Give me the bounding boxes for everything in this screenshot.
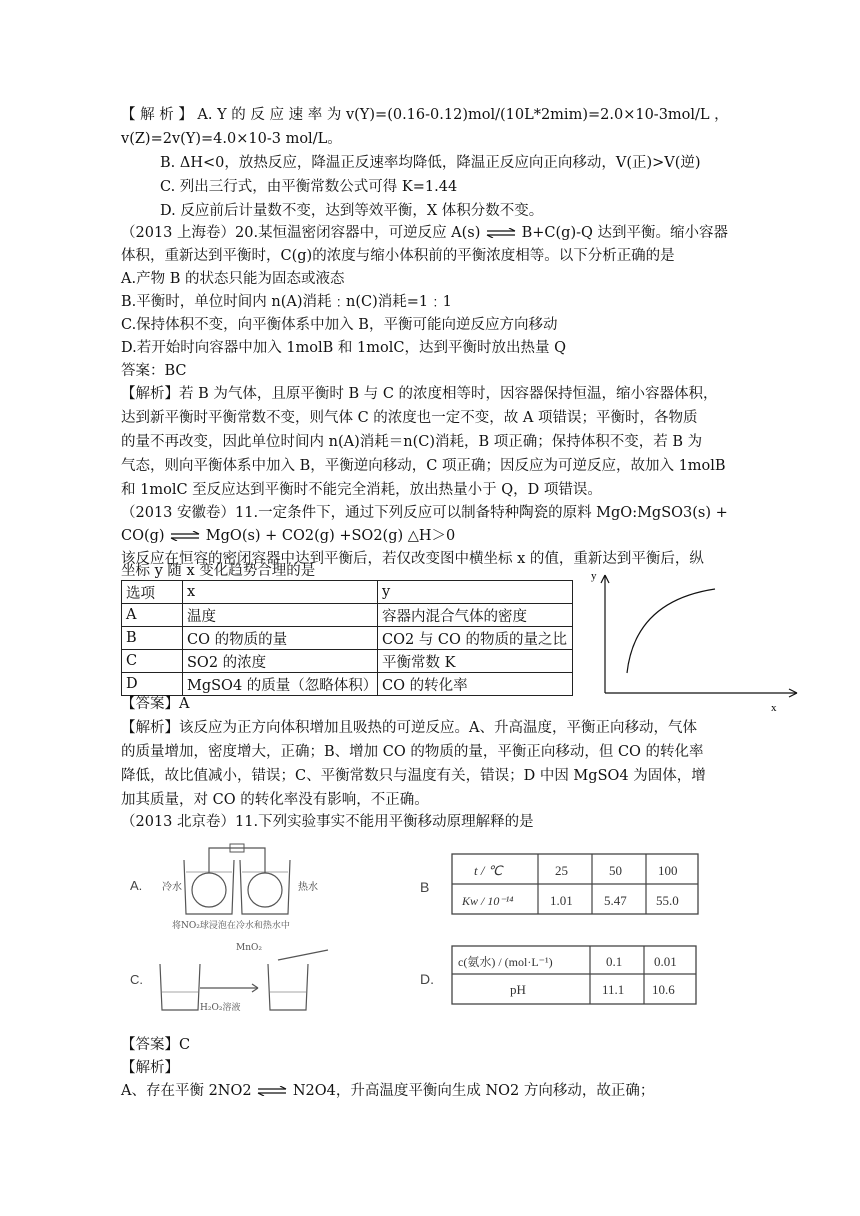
answer: 【答案】C	[121, 1037, 191, 1053]
explanation-c: C. 列出三行式，由平衡常数公式可得 K=1.44	[160, 179, 458, 195]
question-11-stem: （2013 安徽卷）11.一定条件下，通过下列反应可以制备特种陶瓷的原料 MgO:MgSO3(s) +	[121, 505, 728, 521]
stem-text: CO(g)	[121, 528, 165, 544]
reversible-arrow-icon	[256, 1086, 288, 1096]
table-cell: 容器内混合气体的密度	[378, 604, 573, 627]
explanation-line: 的量不再改变，因此单位时间内 n(A)消耗＝n(C)消耗，B 项正确；保持体积不变，若 B 为	[121, 434, 703, 450]
hot-water-label: 热水	[298, 882, 318, 893]
answer: 答案：BC	[121, 363, 187, 379]
h2o2-label: H₂O₂溶液	[200, 1003, 241, 1013]
table-cell: MgSO4 的质量（忽略体积）	[183, 673, 378, 696]
explanation-line: 达到新平衡时平衡常数不变，则气体 C 的浓度也一定不变，故 A 项错误；平衡时，各物质	[121, 410, 698, 426]
table-cell: 55.0	[656, 893, 679, 908]
question-11-stem: 坐标 y 随 x 变化趋势合理的是	[121, 563, 316, 579]
table-cell: 10.6	[652, 982, 675, 997]
explanation-line: 和 1molC 至反应达到平衡时不能完全消耗，放出热量小于 Q，D 项错误。	[121, 482, 602, 498]
option-b: B.平衡时，单位时间内 n(A)消耗﹕n(C)消耗=1﹕1	[121, 294, 452, 310]
explanation-line	[121, 1080, 654, 1102]
figure-caption: 将NO₂球浸泡在冷水和热水中	[172, 921, 290, 930]
table-cell: 100	[658, 863, 678, 878]
table-cell: 平衡常数 K	[378, 650, 573, 673]
table-row	[122, 581, 573, 604]
question-11-stem: 该反应在恒容的密闭容器中达到平衡后，若仅改变图中横坐标 x 的值，重新达到平衡后，纵	[121, 551, 704, 567]
explanation-text: A、存在平衡 2NO2	[121, 1083, 252, 1099]
table-cell: 0.1	[606, 954, 623, 969]
table-cell: CO2 与 CO 的物质的量之比	[378, 627, 573, 650]
trend-graph	[585, 565, 805, 715]
question-20-stem	[121, 222, 728, 244]
table-row	[122, 604, 573, 627]
option-c: C.保持体积不变，向平衡体系中加入 B，平衡可能向逆反应方向移动	[121, 317, 558, 333]
stem-text: （2013 上海卷）20.某恒温密闭容器中，可逆反应 A(s)	[121, 225, 481, 241]
stem-text: MgO(s) + CO2(g) +SO2(g) △H＞0	[205, 528, 456, 544]
explanation-line: v(Z)=2v(Y)=4.0×10-3 mol/L。	[121, 131, 342, 147]
table-cell: A	[122, 604, 183, 627]
explanation-line: 加其质量，对 CO 的转化率没有影响，不正确。	[121, 792, 429, 808]
table-cell: CO 的物质的量	[183, 627, 378, 650]
table-cell: 11.1	[602, 982, 625, 997]
graph-y-label: y	[591, 570, 597, 582]
table-cell: pH	[510, 982, 526, 997]
explanation-d: D. 反应前后计量数不变，达到等效平衡，X 体积分数不变。	[160, 203, 544, 219]
reversible-arrow-icon	[169, 531, 201, 541]
option-a: A.产物 B 的状态只能为固态或液态	[121, 271, 345, 287]
table-cell: Kw / 10⁻¹⁴	[462, 894, 514, 908]
table-cell: 5.47	[604, 893, 627, 908]
table-row	[122, 650, 573, 673]
figure-label: A.	[130, 878, 143, 893]
table-cell: B	[122, 627, 183, 650]
table-cell: x	[183, 581, 378, 604]
table-cell: 0.01	[654, 954, 677, 969]
explanation-line: 【解析】该反应为正方向体积增加且吸热的可逆反应。A、升高温度，平衡正向移动，气体	[121, 720, 697, 736]
question-11-beijing-stem: （2013 北京卷）11.下列实验事实不能用平衡移动原理解释的是	[121, 814, 534, 830]
explanation-line: 降低，故比值减小，错误；C、平衡常数只与温度有关，错误；D 中因 MgSO4 为固体，增	[121, 768, 706, 784]
figure-label: B	[420, 879, 430, 895]
stem-text: B+C(g)-Q 达到平衡。缩小容器	[521, 225, 729, 241]
table-cell: 温度	[183, 604, 378, 627]
reversible-arrow-icon	[485, 228, 517, 238]
option-d: D.若开始时向容器中加入 1molB 和 1molC，达到平衡时放出热量 Q	[121, 340, 566, 356]
question-20-stem: 体积，重新达到平衡时，C(g)的浓度与缩小体积前的平衡浓度相等。以下分析正确的是	[121, 248, 675, 264]
table-cell: t / ℃	[474, 863, 503, 878]
graph-x-label: x	[771, 702, 777, 714]
trend-curve	[627, 589, 715, 673]
explanation-text: N2O4，升高温度平衡向生成 NO2 方向移动，故正确；	[292, 1083, 655, 1099]
table-cell: C	[122, 650, 183, 673]
table-cell: SO2 的浓度	[183, 650, 378, 673]
table-cell: 选项	[122, 581, 183, 604]
table-cell: c(氨水) / (mol·L⁻¹)	[458, 955, 553, 969]
table-cell: 1.01	[550, 893, 573, 908]
explanation-b: B. ΔH<0，放热反应，降温正反速率均降低，降温正反应向正向移动，V(正)>V(逆)	[160, 155, 701, 171]
figure-label: C.	[130, 972, 143, 987]
table-cell: CO 的转化率	[378, 673, 573, 696]
explanation-line: 气态，则向平衡体系中加入 B，平衡逆向移动，C 项正确；因反应为可逆反应，故加入 1molB	[121, 458, 726, 474]
figure-b-kw-table	[418, 846, 703, 918]
table-cell: 25	[555, 863, 568, 878]
table-cell: y	[378, 581, 573, 604]
explanation-line: 【 解 析 】 A. Y 的 反 应 速 率 为 v(Y)=(0.16-0.12)mol/(10L*2mim)=2.0×10-3mol/L ，	[121, 107, 729, 123]
cold-water-label: 冷水	[162, 882, 182, 893]
answer: 【答案】A	[121, 696, 190, 712]
question-11-stem	[121, 525, 455, 547]
figure-label: D.	[420, 971, 434, 987]
figure-a-flasks	[128, 838, 328, 930]
explanation-line: 【解析】若 B 为气体，且原平衡时 B 与 C 的浓度相等时，因容器保持恒温，缩小容器体积，	[121, 386, 718, 402]
explanation-line: 的质量增加，密度增大，正确；B、增加 CO 的物质的量，平衡正向移动，但 CO 的转化率	[121, 744, 704, 760]
table-cell: D	[122, 673, 183, 696]
figure-d-ammonia-table	[418, 938, 703, 1008]
table-row	[122, 627, 573, 650]
options-table	[121, 580, 573, 696]
figure-c-beakers	[128, 938, 348, 1016]
mno2-label: MnO₂	[236, 943, 262, 953]
table-cell: 50	[609, 863, 622, 878]
explanation-heading: 【解析】	[121, 1060, 179, 1076]
